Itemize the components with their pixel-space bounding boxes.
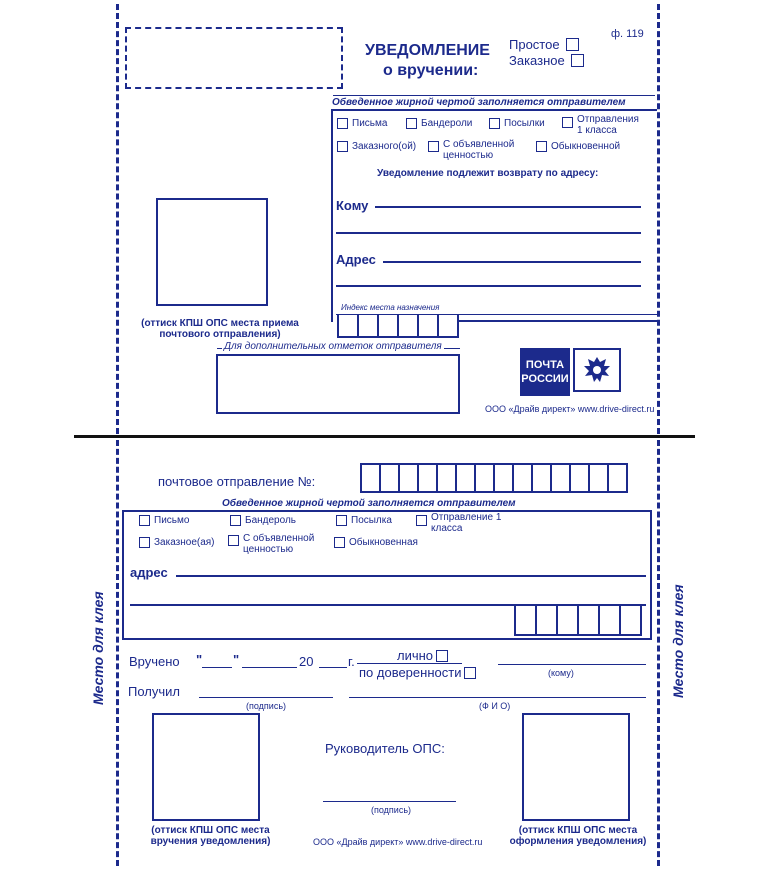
checkbox[interactable] — [139, 537, 150, 548]
label: Отправления 1 класса — [577, 114, 639, 136]
head-label: Руководитель ОПС: — [325, 741, 445, 756]
bottom-address-line-1[interactable] — [176, 575, 646, 577]
glue-label-right: Место для клея — [670, 584, 686, 698]
shipment-cell[interactable] — [607, 463, 628, 493]
label: Письмо — [154, 515, 190, 526]
quote-open: " — [196, 652, 203, 667]
shipment-cell[interactable] — [531, 463, 552, 493]
fio-line[interactable] — [349, 697, 646, 698]
to-line-2[interactable] — [336, 232, 641, 234]
bottom-address-label: адрес — [130, 565, 168, 580]
checkbox[interactable] — [228, 535, 239, 546]
shipment-cell[interactable] — [379, 463, 400, 493]
checkbox[interactable] — [139, 515, 150, 526]
top-sender-note: Обведенное жирной чертой заполняется отправителем — [332, 97, 626, 108]
right-perforation-bottom — [657, 440, 660, 866]
checkbox[interactable] — [562, 117, 573, 128]
index-cells[interactable] — [339, 314, 459, 338]
shipment-no-cells[interactable] — [362, 463, 628, 493]
index-cell[interactable] — [535, 604, 558, 636]
year-prefix: 20 — [299, 654, 314, 669]
index-label: Индекс места назначения — [341, 303, 440, 312]
bottom-index-cells[interactable] — [516, 604, 642, 636]
to-line-1[interactable] — [375, 206, 641, 208]
personally-underline — [357, 663, 462, 664]
eagle-icon — [573, 348, 621, 392]
checkbox[interactable] — [428, 141, 439, 152]
shipment-cell[interactable] — [398, 463, 419, 493]
address-label: Адрес — [336, 252, 376, 267]
index-cell[interactable] — [598, 604, 621, 636]
top-type-letter[interactable] — [337, 118, 387, 129]
bottom-stamp-right — [522, 713, 630, 821]
bottom-type-registered[interactable] — [139, 537, 215, 548]
label: Посылки — [504, 118, 545, 129]
title-line1: УВЕДОМЛЕНИЕ — [365, 42, 490, 59]
shipment-cell[interactable] — [474, 463, 495, 493]
top-type-ordinary[interactable] — [536, 141, 620, 152]
checkbox[interactable] — [336, 515, 347, 526]
year-suffix: г. — [348, 654, 355, 669]
checkbox[interactable] — [416, 515, 427, 526]
personally-option[interactable] — [397, 648, 448, 663]
bottom-publisher: ООО «Драйв директ» www.drive-direct.ru — [313, 837, 483, 847]
logo-text-1: ПОЧТА — [525, 359, 565, 371]
checkbox[interactable] — [337, 118, 348, 129]
left-perforation — [116, 4, 119, 434]
bottom-type-parcel-small[interactable] — [230, 515, 296, 526]
received-label: Получил — [128, 684, 180, 699]
shipment-no-label: почтовое отправление №: — [158, 474, 316, 489]
top-type-parcel-small[interactable] — [406, 118, 472, 129]
extra-marks-label: Для дополнительных отметок отправителя — [224, 341, 442, 352]
index-cell[interactable] — [417, 314, 439, 338]
bottom-type-declared[interactable] — [228, 533, 325, 555]
label: Обыкновенной — [551, 141, 621, 152]
proxy-option[interactable] — [359, 665, 476, 680]
index-cell[interactable] — [556, 604, 579, 636]
option-simple-label: Простое — [509, 36, 560, 52]
label: Посылка — [351, 515, 392, 526]
label: Бандероль — [245, 515, 296, 526]
option-registered[interactable] — [509, 54, 584, 67]
shipment-cell[interactable] — [417, 463, 438, 493]
shipment-cell[interactable] — [436, 463, 457, 493]
proxy-checkbox[interactable] — [464, 667, 476, 679]
option-registered-label: Заказное — [509, 52, 565, 68]
address-line-1[interactable] — [383, 261, 641, 263]
shipment-cell[interactable] — [493, 463, 514, 493]
signature-caption-1: (подпись) — [246, 701, 287, 711]
label: С объявленной ценностью — [443, 139, 515, 161]
shipment-cell[interactable] — [512, 463, 533, 493]
proxy-label: по доверенности — [359, 665, 462, 680]
address-window-box — [125, 27, 343, 89]
bottom-stamp-left-caption: (оттиск КПШ ОПС места вручения уведомления) — [150, 825, 271, 847]
bottom-type-first-class[interactable] — [416, 512, 503, 534]
shipment-cell[interactable] — [550, 463, 571, 493]
to-label: Кому — [336, 198, 369, 213]
index-cell[interactable] — [397, 314, 419, 338]
right-perforation — [657, 4, 660, 434]
index-cell[interactable] — [437, 314, 459, 338]
option-registered-checkbox[interactable] — [571, 54, 584, 67]
year-line[interactable] — [319, 667, 347, 668]
logo-text-2: РОССИИ — [521, 373, 569, 385]
label: Письма — [352, 118, 388, 129]
delivered-label: Вручено — [129, 654, 180, 669]
glue-label-left: Место для клея — [90, 591, 106, 705]
bottom-type-ordinary[interactable] — [334, 537, 418, 548]
form-code: ф. 119 — [611, 28, 644, 40]
index-cell[interactable] — [514, 604, 537, 636]
sender-area-bottom — [459, 320, 657, 322]
label: Обыкновенная — [349, 537, 418, 548]
checkbox[interactable] — [230, 515, 241, 526]
top-type-declared[interactable] — [428, 139, 523, 161]
quote-close: " — [233, 652, 240, 667]
label: С объявленной ценностью — [243, 533, 315, 555]
received-signature-line[interactable] — [199, 697, 333, 698]
bottom-type-letter[interactable] — [139, 515, 189, 526]
to-whom-line[interactable] — [498, 664, 646, 665]
head-signature-line[interactable] — [323, 801, 456, 802]
checkbox[interactable] — [406, 118, 417, 129]
top-publisher: ООО «Драйв директ» www.drive-direct.ru — [485, 404, 655, 414]
shipment-cell[interactable] — [360, 463, 381, 493]
to-whom-caption: (кому) — [548, 668, 574, 678]
checkbox[interactable] — [489, 118, 500, 129]
index-cell[interactable] — [337, 314, 359, 338]
index-cell[interactable] — [377, 314, 399, 338]
personally-label: лично — [397, 648, 434, 663]
personally-checkbox[interactable] — [436, 650, 448, 662]
bottom-stamp-right-caption: (оттиск КПШ ОПС места оформления уведомления) — [509, 825, 647, 847]
fio-caption: (Ф И О) — [479, 701, 511, 711]
option-simple[interactable] — [509, 38, 579, 51]
extra-marks-box[interactable] — [216, 354, 460, 414]
index-cell[interactable] — [619, 604, 642, 636]
bottom-sender-note: Обведенное жирной чертой заполняется отправителем — [222, 498, 516, 509]
day-line[interactable] — [202, 667, 232, 668]
russian-post-logo — [520, 348, 621, 396]
top-type-first-class[interactable] — [562, 114, 637, 136]
header-separator — [333, 95, 655, 96]
checkbox[interactable] — [337, 141, 348, 152]
cut-line — [74, 435, 695, 438]
top-type-registered[interactable] — [337, 141, 416, 152]
month-line[interactable] — [242, 667, 297, 668]
left-perforation-bottom — [116, 440, 119, 866]
return-note: Уведомление подлежит возврату по адресу: — [377, 168, 599, 179]
bottom-type-parcel[interactable] — [336, 515, 392, 526]
label: Отправление 1 класса — [431, 512, 502, 534]
index-cell[interactable] — [577, 604, 600, 636]
logo-text-block — [520, 348, 570, 396]
title-line2: о вручении: — [383, 62, 479, 79]
label: Бандероли — [421, 118, 473, 129]
option-simple-checkbox[interactable] — [566, 38, 579, 51]
index-cell[interactable] — [357, 314, 379, 338]
shipment-cell[interactable] — [569, 463, 590, 493]
top-type-parcel[interactable] — [489, 118, 545, 129]
label: Заказного(ой) — [352, 141, 417, 152]
top-stamp-box — [156, 198, 268, 306]
shipment-cell[interactable] — [588, 463, 609, 493]
bottom-stamp-left — [152, 713, 260, 821]
checkbox[interactable] — [536, 141, 547, 152]
shipment-cell[interactable] — [455, 463, 476, 493]
checkbox[interactable] — [334, 537, 345, 548]
label: Заказное(ая) — [154, 537, 215, 548]
signature-caption-2: (подпись) — [371, 805, 412, 815]
address-line-2[interactable] — [336, 285, 641, 287]
top-stamp-caption: (оттиск КПШ ОПС места приема почтового отправления) — [141, 318, 299, 340]
